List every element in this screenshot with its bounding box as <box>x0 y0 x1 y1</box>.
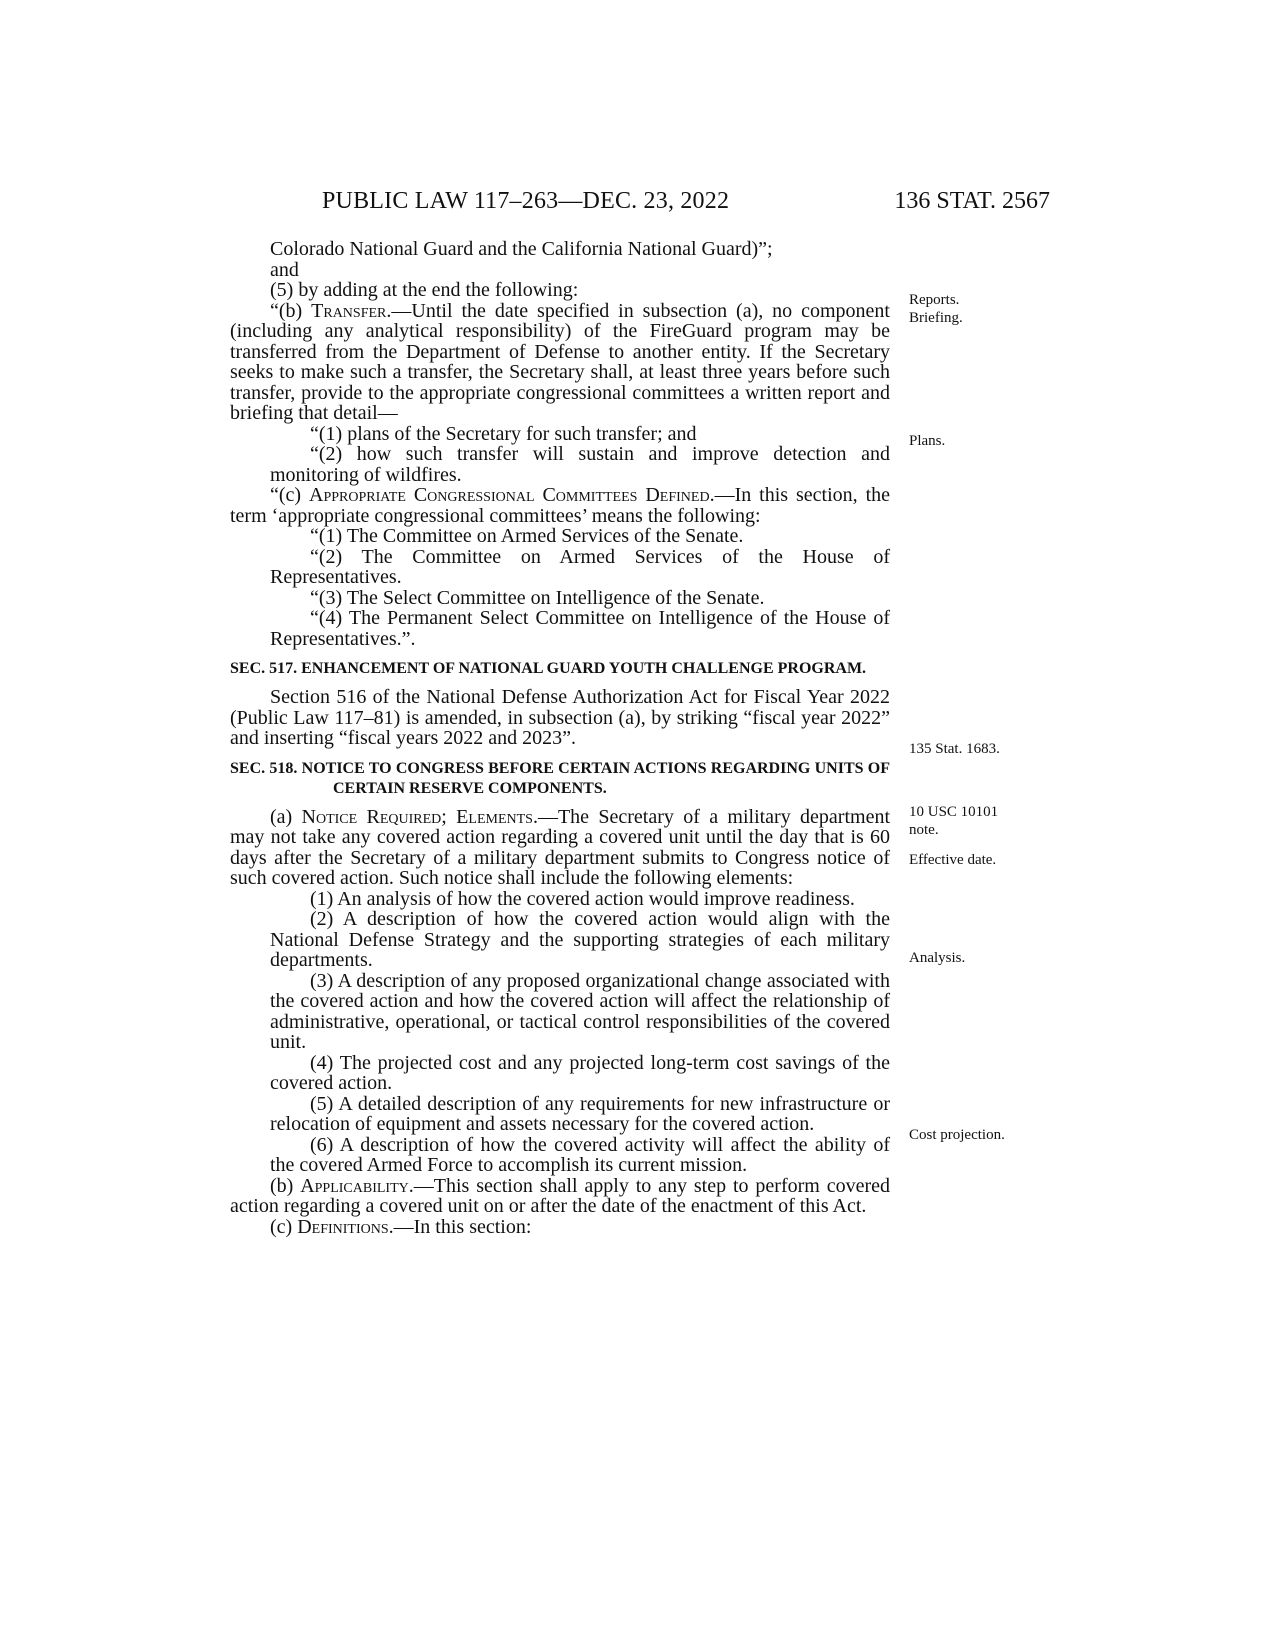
subsection-heading: Appropriate Congressional Committees Defined <box>309 484 710 506</box>
list-item: (6) A description of how the covered activity will affect the ability of the covered Armed Force to accomplish its current mission. <box>270 1133 890 1176</box>
page-header <box>230 188 1050 222</box>
subsection-a-notice: (a) Notice Required; Elements.—The Secretary of a military department may not take any covered action regarding a covered unit until the day that is 60 days after the Secretary of a military department submits to Congress notice of such covered action. Such notice shall include the following elements: <box>230 805 891 889</box>
list-item: “(4) The Permanent Select Committee on Intelligence of the House of Representatives.”. <box>270 607 890 650</box>
margin-note-usc: 10 USC 10101 <box>909 804 999 820</box>
paragraph: Colorado National Guard and the California National Guard)”; <box>270 238 773 260</box>
list-item: (4) The projected cost and any projected long-term cost savings of the covered action. <box>270 1051 890 1094</box>
margin-note-cost-projection: Cost projection. <box>909 1127 1005 1143</box>
section-heading-517: SEC. 517. ENHANCEMENT OF NATIONAL GUARD YOUTH CHALLENGE PROGRAM. <box>230 660 867 677</box>
list-item: “(2) The Committee on Armed Services of the House of Representatives. <box>270 545 890 588</box>
list-item: (3) A description of any proposed organizational change associated with the covered action and how the covered action will affect the relationship of administrative, operational, or tactical control responsibilities of the covered unit. <box>270 969 890 1053</box>
document-body <box>230 239 890 1237</box>
header-title: PUBLIC LAW 117–263—DEC. 23, 2022 <box>322 188 730 214</box>
subsection-b-applicability: (b) Applicability.—This section shall apply to any step to perform covered action regarding a covered unit on or after the date of the enactment of this Act. <box>230 1174 890 1217</box>
list-item: “(1) The Committee on Armed Services of the Senate. <box>310 525 744 547</box>
margin-note-plans: Plans. <box>909 433 946 449</box>
section-heading-518: SEC. 518. NOTICE TO CONGRESS BEFORE CERTAIN ACTIONS REGARDING UNITS OF CERTAIN RESERVE COMPONENTS. <box>230 759 890 797</box>
list-item: (1) An analysis of how the covered action would improve readiness. <box>310 887 855 910</box>
paragraph: and <box>270 258 299 281</box>
subsection-heading: Transfer <box>311 299 387 322</box>
margin-note-usc-note: note. <box>909 822 939 838</box>
subsection-heading: Definitions <box>297 1215 389 1238</box>
list-item: “(1) plans of the Secretary for such transfer; and <box>310 422 697 445</box>
subsection-b-transfer: “(b) Transfer.—Until the date specified in subsection (a), no component (including any analytical responsibility) of the FireGuard program may be transferred from the Department of Defense to another entity. If the Secretary seeks to make such a transfer, the Secretary shall, at least three years before such transfer, provide to the appropriate congressional committees a written report and briefing that detail— <box>230 299 890 424</box>
subsection-heading: Notice Required; Elements <box>301 805 533 828</box>
list-item: (5) A detailed description of any requirements for new infrastructure or relocation of equipment and assets necessary for the covered action. <box>270 1092 890 1135</box>
subsection-c-definitions: (c) Definitions.—In this section: <box>270 1215 532 1238</box>
margin-note-effective-date: Effective date. <box>909 852 997 868</box>
margin-note-briefing: Briefing. <box>909 310 963 326</box>
margin-note-analysis: Analysis. <box>909 950 966 966</box>
paragraph: (5) by adding at the end the following: <box>270 279 579 301</box>
subsection-c-definitions: “(c) Appropriate Congressional Committees Defined.—In this section, the term ‘appropriate congressional committees’ means the following: <box>230 484 891 527</box>
header-stat-page: 136 STAT. 2567 <box>894 188 1050 214</box>
margin-note-reports: Reports. <box>909 292 960 308</box>
paragraph: Section 516 of the National Defense Authorization Act for Fiscal Year 2022 (Public Law 117–81) is amended, in subsection (a), by striking “fiscal year 2022” and inserting “fiscal years 2022 and 2023”. <box>230 686 890 749</box>
list-item: (2) A description of how the covered action would align with the National Defense Strategy and the supporting strategies of each military departments. <box>270 908 890 971</box>
list-item: “(3) The Select Committee on Intelligence of the Senate. <box>310 586 765 609</box>
list-item: “(2) how such transfer will sustain and improve detection and monitoring of wildfires. <box>270 443 890 486</box>
margin-note-stat: 135 Stat. 1683. <box>909 741 1000 757</box>
subsection-heading: Applicability <box>300 1174 409 1197</box>
